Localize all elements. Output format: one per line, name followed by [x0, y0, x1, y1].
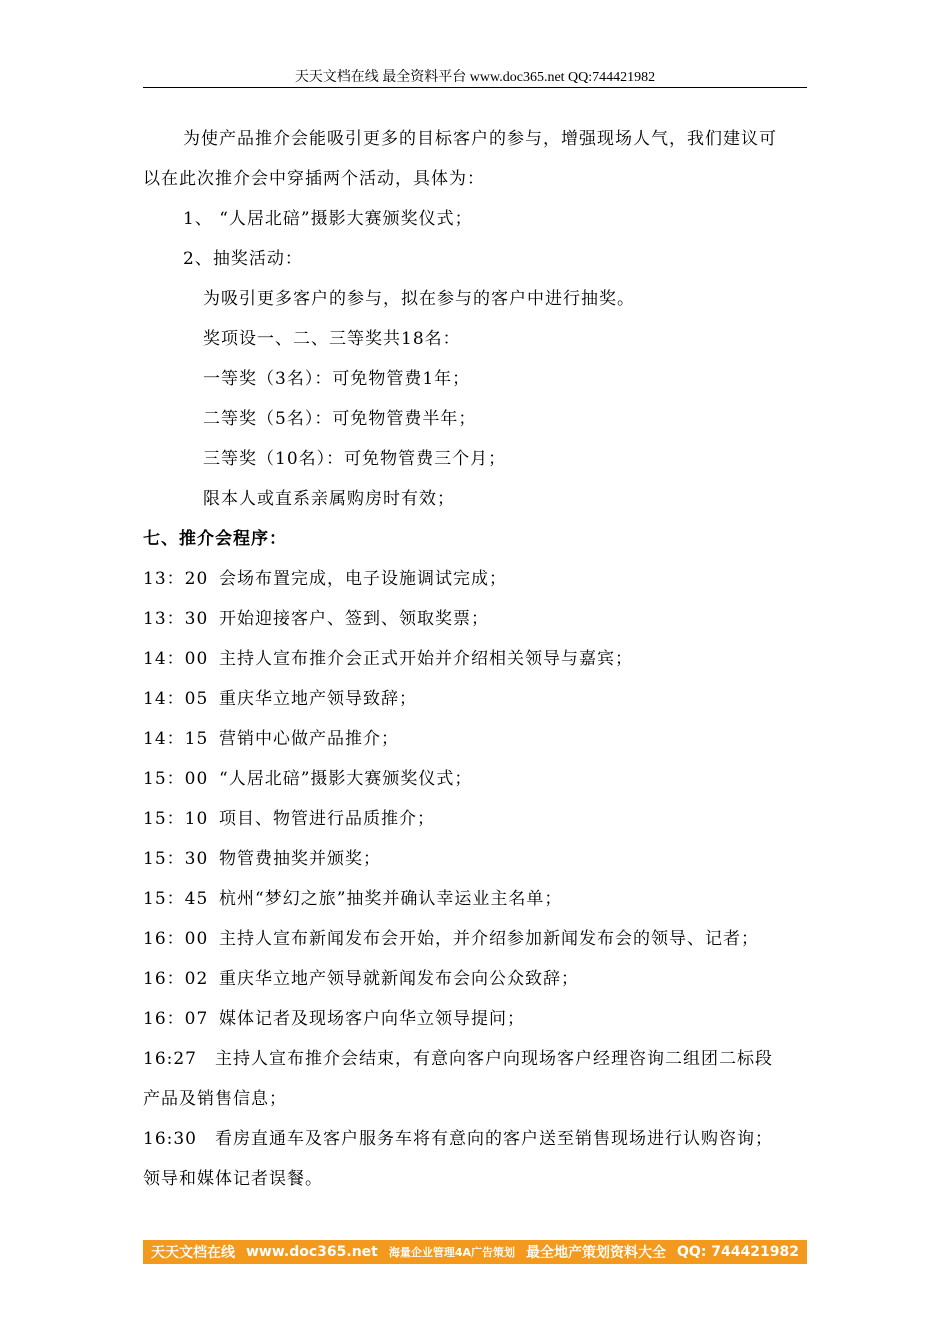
- schedule-text: 杭州“梦幻之旅”抽奖并确认幸运业主名单；: [219, 889, 563, 909]
- page-header: 天天文档在线 最全资料平台 www.doc365.net QQ:744421982: [294, 70, 656, 85]
- schedule-row: [143, 964, 579, 989]
- schedule-row: [143, 884, 562, 909]
- schedule-time: 14：15: [143, 729, 209, 749]
- schedule-time: 15：10: [143, 809, 209, 829]
- prize-second: 二等奖（5名）：可免物管费半年；: [203, 409, 477, 429]
- schedule-row: [143, 1124, 773, 1149]
- schedule-row: [143, 1004, 525, 1029]
- schedule-text: 重庆华立地产领导就新闻发布会向公众致辞；: [219, 969, 579, 989]
- schedule-text: 项目、物管进行品质推介；: [219, 809, 435, 829]
- schedule-time: 15：00: [143, 769, 209, 789]
- schedule-text: 开始迎接客户、签到、领取奖票；: [219, 609, 489, 629]
- schedule-time: 14：05: [143, 689, 209, 709]
- schedule-text: 重庆华立地产领导致辞；: [219, 689, 417, 709]
- schedule-text: 主持人宣布推介会正式开始并介绍相关领导与嘉宾；: [219, 649, 633, 669]
- schedule-row: [143, 924, 759, 949]
- footer-url: www.doc365.net: [246, 1244, 378, 1260]
- schedule-text: 主持人宣布新闻发布会开始，并介绍参加新闻发布会的领导、记者；: [219, 929, 759, 949]
- schedule-row: [143, 724, 399, 749]
- schedule-continuation: 领导和媒体记者误餐。: [143, 1169, 323, 1189]
- lottery-description: 为吸引更多客户的参与，拟在参与的客户中进行抽奖。: [203, 289, 635, 309]
- schedule-time: 16:27: [143, 1049, 197, 1069]
- schedule-row: [143, 1044, 773, 1069]
- schedule-text: 营销中心做产品推介；: [219, 729, 399, 749]
- schedule-text: 主持人宣布推介会结束，有意向客户向现场客户经理咨询二组团二标段: [215, 1049, 773, 1069]
- schedule-row: [143, 684, 417, 709]
- schedule-time: 13：30: [143, 609, 209, 629]
- footer-tagline: 海量企业管理4A广告策划: [388, 1246, 516, 1259]
- prize-restriction: 限本人或直系亲属购房时有效；: [203, 489, 455, 509]
- schedule-time: 16：02: [143, 969, 209, 989]
- schedule-row: [143, 804, 435, 829]
- prize-third: 三等奖（10名）：可免物管费三个月；: [203, 449, 507, 469]
- activity-item-2: 2、抽奖活动：: [183, 249, 303, 269]
- schedule-row: [143, 564, 507, 589]
- schedule-row: [143, 764, 472, 789]
- intro-line-2: 以在此次推介会中穿插两个活动，具体为：: [143, 169, 485, 189]
- section-title: 七、推介会程序：: [143, 529, 287, 549]
- schedule-time: 14：00: [143, 649, 209, 669]
- schedule-time: 16：07: [143, 1009, 209, 1029]
- footer-slogan: 最全地产策划资料大全: [526, 1245, 667, 1261]
- schedule-text: 看房直通车及客户服务车将有意向的客户送至销售现场进行认购咨询；: [215, 1129, 773, 1149]
- intro-line-1: 为使产品推介会能吸引更多的目标客户的参与，增强现场人气，我们建议可: [183, 129, 777, 149]
- schedule-text: 物管费抽奖并颁奖；: [219, 849, 381, 869]
- prize-first: 一等奖（3名）：可免物管费1年；: [203, 369, 471, 389]
- footer-qq: QQ: 744421982: [677, 1244, 799, 1260]
- schedule-continuation: 产品及销售信息；: [143, 1089, 287, 1109]
- schedule-text: 会场布置完成，电子设施调试完成；: [219, 569, 507, 589]
- schedule-time: 16：00: [143, 929, 209, 949]
- schedule-row: [143, 644, 633, 669]
- schedule-time: 16:30: [143, 1129, 197, 1149]
- footer-banner: [143, 1240, 807, 1264]
- schedule-time: 15：30: [143, 849, 209, 869]
- footer-site-name: 天天文档在线: [151, 1245, 235, 1261]
- schedule-time: 15：45: [143, 889, 209, 909]
- schedule-text: 媒体记者及现场客户向华立领导提问；: [219, 1009, 525, 1029]
- schedule-text: “人居北碚”摄影大赛颁奖仪式；: [219, 769, 473, 789]
- schedule-time: 13：20: [143, 569, 209, 589]
- schedule-row: [143, 844, 381, 869]
- prize-setup: 奖项设一、二、三等奖共18名：: [203, 329, 461, 349]
- activity-item-1: 1、 “人居北碚”摄影大赛颁奖仪式；: [183, 209, 473, 229]
- header-divider: [143, 87, 807, 88]
- schedule-row: [143, 604, 489, 629]
